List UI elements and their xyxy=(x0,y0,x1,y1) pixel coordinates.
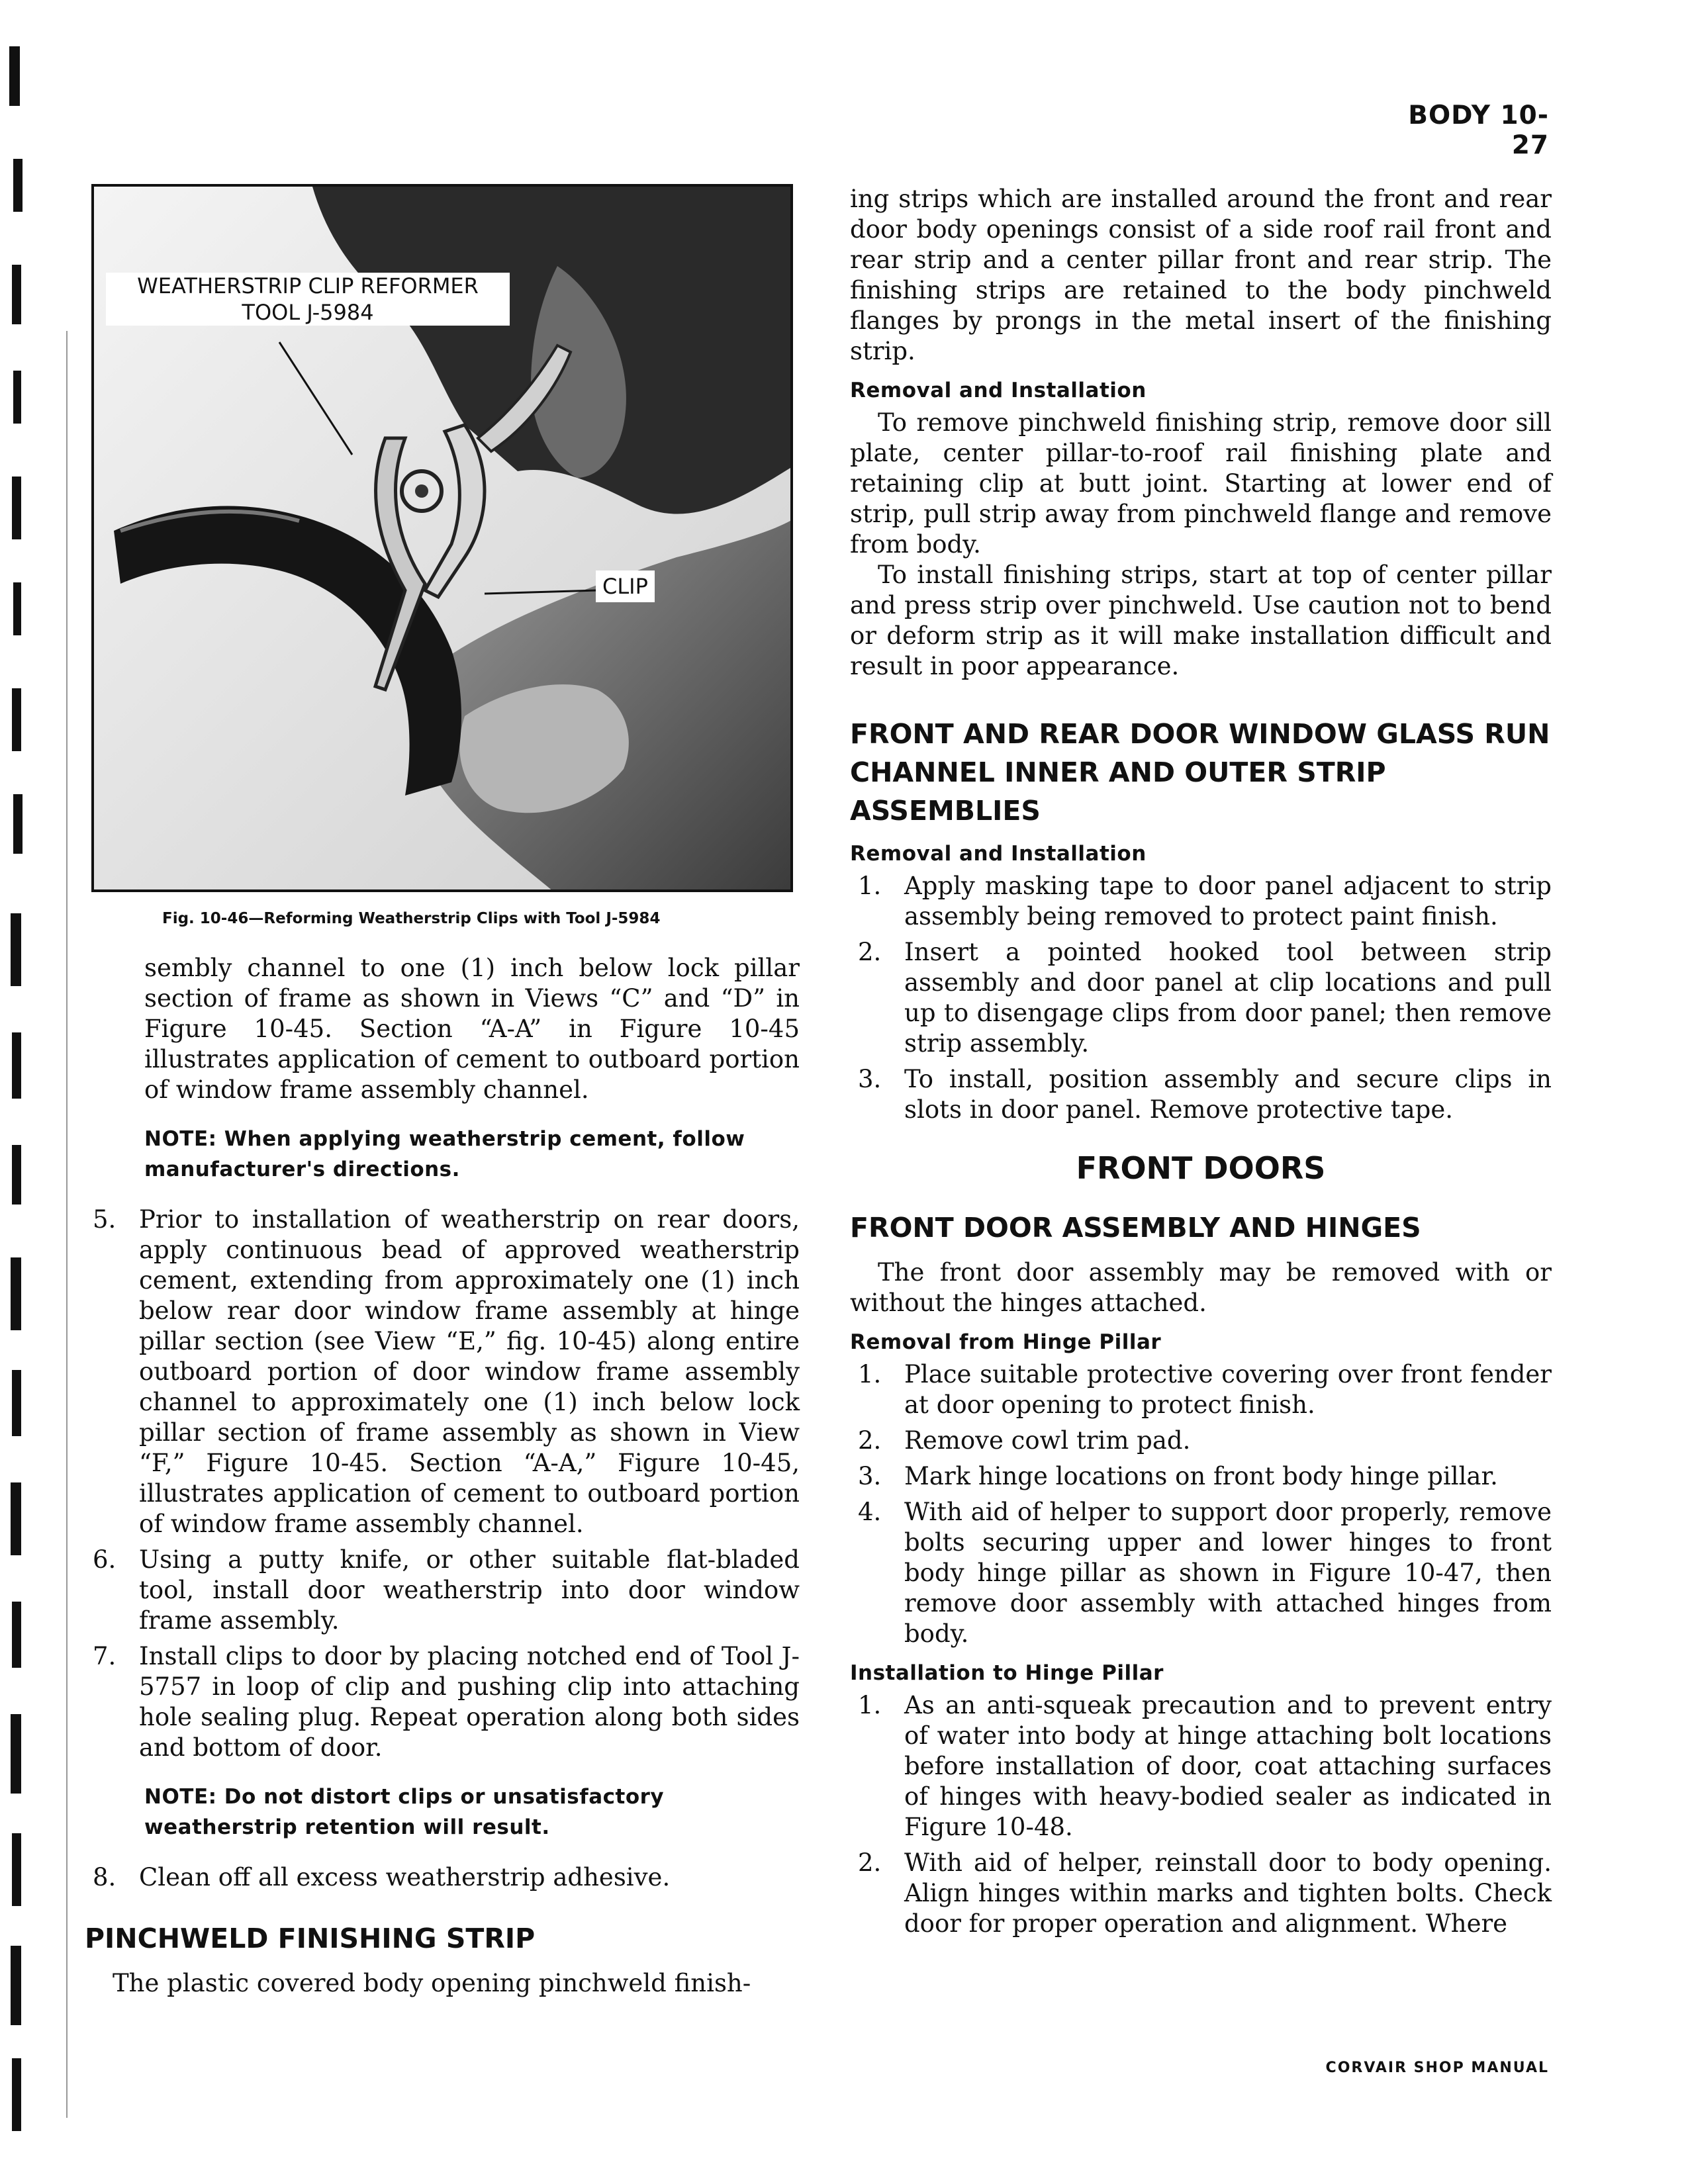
callout-clip-label: CLIP xyxy=(596,570,655,602)
glass-run-steps-list xyxy=(850,871,1552,1125)
list-item: 1. Apply masking tape to door panel adjacent to strip assembly being removed to protect paint finish. xyxy=(858,872,1552,931)
left-continued-paragraph: sembly channel to one (1) inch below lock pillar section of frame as shown in Views “C” and “D” in Figure 10-45. Section “A-A” in Figure 10-45 illustrates application of cement to outboard portion of window frame assembly channel. xyxy=(144,954,800,1104)
list-item: 2. Remove cowl trim pad. xyxy=(858,1426,1191,1455)
list-item: 5. Prior to installation of weatherstrip on rear doors, apply continuous bead of approved weatherstrip cement, extending from approximately one (1) inch below rear door window frame assembly at hinge pillar section (see View “E,” fig. 10-45) along entire outboard portion of door window frame assembly channel to approximately one (1) inch below lock pillar section of frame assembly as shown in View “F,” Figure 10-45. Section “A-A,” Figure 10-45, illustrates application of cement to outboard portion of window frame assembly channel. xyxy=(93,1205,800,1538)
list-item: 3. To install, position assembly and secure clips in slots in door panel. Remove protective tape. xyxy=(858,1065,1552,1124)
front-door-assembly-paragraph: The front door assembly may be removed with or without the hinges attached. xyxy=(850,1258,1552,1317)
left-column xyxy=(85,953,800,2005)
heading-front-doors: FRONT DOORS xyxy=(1076,1150,1326,1186)
subheading-removal-installation: Removal and Installation xyxy=(850,379,1147,402)
list-item: 4. With aid of helper to support door properly, remove bolts securing upper and lower hinges to front body hinge pillar as shown in Figure 10-47, then remove door assembly with attached hinges from body. xyxy=(858,1498,1552,1648)
pinchweld-removal-paragraph: To remove pinchweld finishing strip, remove door sill plate, center pillar-to-roof rail finishing plate and retaining clip at butt joint. Starting at lower end of strip, pull strip away from pinchweld flange and remove from body. xyxy=(850,408,1552,559)
pinchweld-install-paragraph: To install finishing strips, start at top of center pillar and press strip over pinchweld. Use caution not to bend or deform strip as it will make installation difficult and result in poor appearance. xyxy=(850,561,1552,680)
list-item: 8. Clean off all excess weatherstrip adhesive. xyxy=(93,1863,671,1891)
heading-glass-run-channel: FRONT AND REAR DOOR WINDOW GLASS RUN CHANNEL INNER AND OUTER STRIP ASSEMBLIES xyxy=(850,718,1550,827)
subheading-removal-hinge-pillar: Removal from Hinge Pillar xyxy=(850,1330,1162,1354)
list-item: 6. Using a putty knife, or other suitable flat-bladed tool, install door weatherstrip into door window frame assembly. xyxy=(93,1545,800,1635)
weatherstrip-step-8 xyxy=(85,1862,800,1893)
list-item: 7. Install clips to door by placing notched end of Tool J-5757 in loop of clip and pushing clip into attaching hole sealing plug. Repeat operation along both sides and bottom of door. xyxy=(93,1642,800,1762)
subheading-installation-hinge-pillar: Installation to Hinge Pillar xyxy=(850,1661,1164,1685)
install-steps-list xyxy=(850,1690,1552,1939)
callout-tool-label: WEATHERSTRIP CLIP REFORMER TOOL J-5984 xyxy=(106,273,510,326)
right-column xyxy=(850,184,1552,1944)
right-continued-paragraph: ing strips which are installed around the front and rear door body openings consist of a side roof rail front and rear strip and a center pillar front and rear strip. The finishing strips are retained to the body pinchweld flanges by prongs in the metal insert of the finishing strip. xyxy=(850,185,1552,365)
heading-front-door-assembly: FRONT DOOR ASSEMBLY AND HINGES xyxy=(850,1212,1421,1244)
list-item: 3. Mark hinge locations on front body hinge pillar. xyxy=(858,1462,1498,1490)
list-item: 2. Insert a pointed hooked tool between strip assembly and door panel at clip locations and pull up to disengage clips from door panel; then remove strip assembly. xyxy=(858,938,1552,1058)
heading-pinchweld-finishing-strip: PINCHWELD FINISHING STRIP xyxy=(85,1923,536,1954)
note-weatherstrip-cement: NOTE: When applying weatherstrip cement, follow manufacturer's directions. xyxy=(144,1127,745,1181)
list-item: 1. As an anti-squeak precaution and to prevent entry of water into body at hinge attaching bolt locations before installation of door, coat attaching surfaces of hinges with heavy-bodied sealer as indicated in Figure 10-48. xyxy=(858,1691,1552,1841)
pinchweld-paragraph: The plastic covered body opening pinchweld finish- xyxy=(113,1969,751,1997)
note-clip-distortion: NOTE: Do not distort clips or unsatisfactory weatherstrip retention will result. xyxy=(144,1785,665,1839)
removal-steps-list xyxy=(850,1359,1552,1649)
binding-edge xyxy=(0,0,93,2184)
list-item: 1. Place suitable protective covering over front fender at door opening to protect finish. xyxy=(858,1360,1552,1419)
page-footer: CORVAIR SHOP MANUAL xyxy=(1325,2060,1549,2076)
figure-caption: Fig. 10-46—Reforming Weatherstrip Clips with Tool J-5984 xyxy=(162,910,661,927)
figure-photo xyxy=(91,184,793,892)
page-header: BODY 10-27 xyxy=(1408,101,1549,160)
list-item: 2. With aid of helper, reinstall door to body opening. Align hinges within marks and tighten bolts. Check door for proper operation and alignment. Where xyxy=(858,1848,1552,1938)
subheading-removal-installation-2: Removal and Installation xyxy=(850,842,1147,866)
weatherstrip-steps-list xyxy=(85,1205,800,1763)
